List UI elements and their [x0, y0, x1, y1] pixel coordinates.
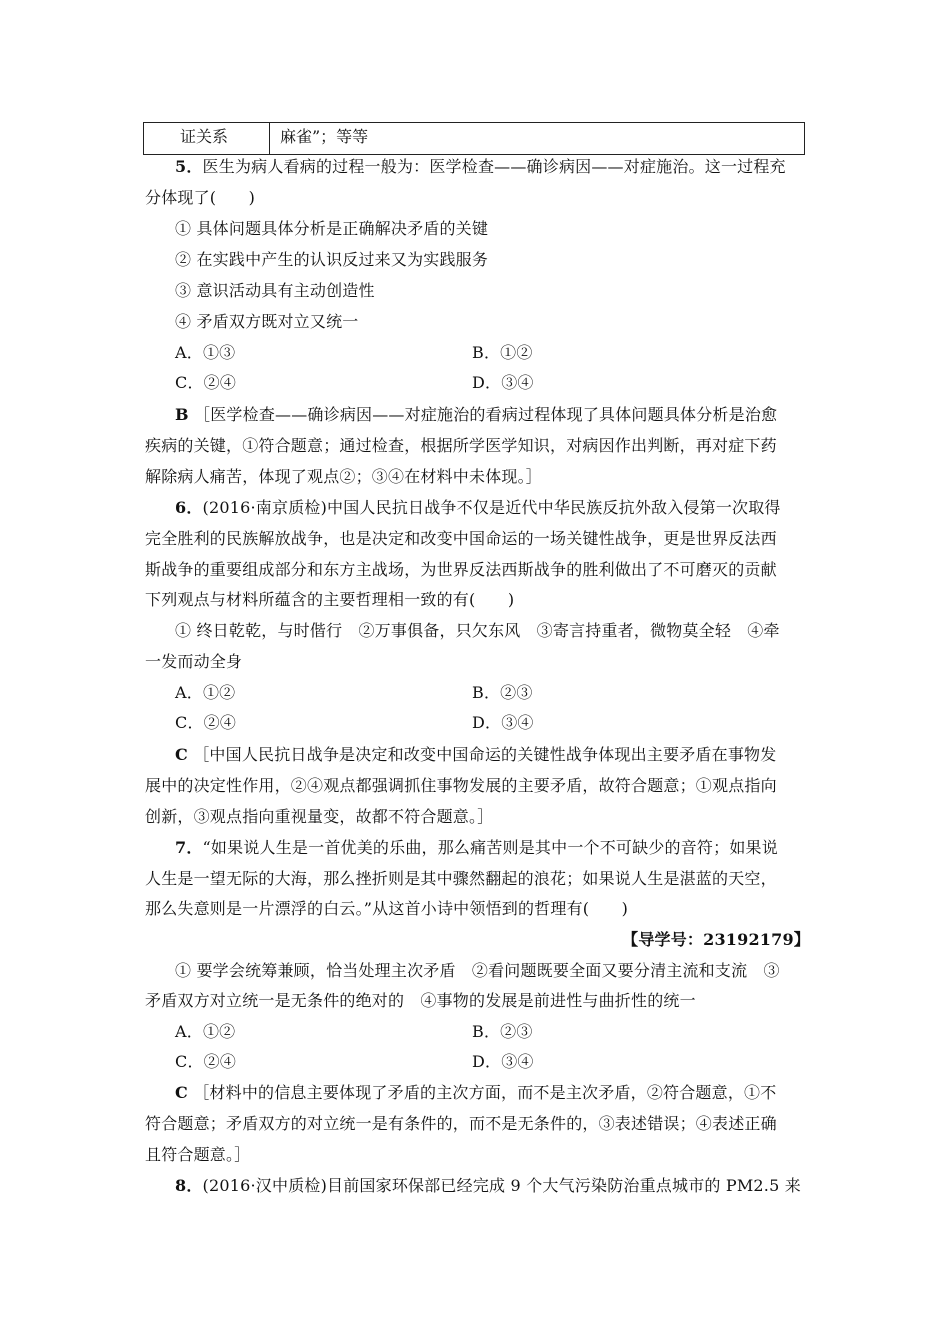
q6-stem-line-2: 完全胜利的民族解放战争，也是决定和改变中国命运的一场关键性战争，更是世界反法西	[145, 529, 777, 548]
q7-number: 7．	[175, 838, 203, 857]
q6-option-a: A．①②	[175, 683, 236, 702]
q6-option-d: D．③④	[472, 713, 534, 732]
q5-option-c: C．②④	[175, 373, 237, 392]
table-cell-left: 证关系	[144, 123, 270, 154]
q5-answer-line-2: 疾病的关键，①符合题意；通过检查，根据所学医学知识，对病因作出判断，再对症下药	[145, 436, 777, 455]
q5-answer-text-1: ［医学检查——确诊病因——对症施治的看病过程体现了具体问题具体分析是治愈	[194, 405, 778, 424]
q6-stem-text-1: (2016·南京质检)中国人民抗日战争不仅是近代中华民族反抗外敌入侵第一次取得	[202, 498, 781, 517]
q5-option-d: D．③④	[472, 373, 534, 392]
q6-items-line-1: ① 终日乾乾，与时偕行 ②万事俱备，只欠东风 ③寄言持重者，微物莫全轻 ④牵	[175, 621, 780, 640]
table-row	[143, 122, 805, 155]
q7-stem-line-2: 人生是一望无际的大海，那么挫折则是其中骤然翻起的浪花；如果说人生是湛蓝的天空，	[145, 869, 777, 888]
q5-answer-line-1	[175, 405, 840, 425]
q6-answer-text-1: ［中国人民抗日战争是决定和改变中国命运的关键性战争体现出主要矛盾在事物发	[193, 745, 777, 764]
q7-option-a: A．①②	[175, 1022, 236, 1041]
q7-stem-text-1: “如果说人生是一首优美的乐曲，那么痛苦则是其中一个不可缺少的音符；如果说	[202, 838, 778, 857]
q5-stem-text-1: 医生为病人看病的过程一般为：医学检查——确诊病因——对症施治。这一过程充	[202, 157, 786, 176]
q5-item-3: ③ 意识活动具有主动创造性	[175, 281, 375, 300]
table-cell-right: 麻雀”；等等	[280, 127, 369, 146]
q5-item-2: ② 在实践中产生的认识反过来又为实践服务	[175, 250, 489, 269]
q5-number: 5．	[175, 157, 203, 176]
q5-option-b: B．①②	[472, 343, 533, 362]
q5-item-4: ④ 矛盾双方既对立又统一	[175, 312, 359, 331]
q6-answer-letter: C	[175, 745, 188, 764]
q7-answer-letter: C	[175, 1083, 188, 1102]
q7-answer-line-3: 且符合题意。］	[145, 1145, 251, 1164]
q6-option-c: C．②④	[175, 713, 237, 732]
q7-stem-line-1	[175, 838, 840, 858]
q7-answer-line-1	[175, 1083, 840, 1103]
q5-stem-line-1	[175, 157, 840, 177]
q5-stem-line-2: 分体现了( )	[145, 188, 256, 207]
q5-option-a: A．①③	[175, 343, 236, 362]
q7-option-c: C．②④	[175, 1052, 237, 1071]
q6-answer-line-1	[175, 745, 840, 765]
q6-answer-line-3: 创新，③观点指向重视量变，故都不符合题意。］	[145, 807, 494, 826]
q5-answer-letter: B	[175, 405, 189, 424]
q8-number: 8．	[175, 1176, 203, 1195]
q6-items-line-2: 一发而动全身	[145, 652, 243, 671]
q6-number: 6．	[175, 498, 203, 517]
q7-stem-line-3: 那么失意则是一片漂浮的白云。”从这首小诗中领悟到的哲理有( )	[145, 899, 629, 918]
q6-stem-line-4: 下列观点与材料所蕴含的主要哲理相一致的有( )	[145, 590, 515, 609]
q7-items-line-1: ① 要学会统筹兼顾，恰当处理主次矛盾 ②看问题既要全面又要分清主流和支流 ③	[175, 961, 780, 980]
q6-option-b: B．②③	[472, 683, 533, 702]
q7-guide-number: 【导学号：23192179】	[622, 930, 810, 949]
q6-stem-line-1	[175, 498, 840, 518]
q5-answer-line-3: 解除病人痛苦，体现了观点②；③④在材料中未体现。］	[145, 467, 543, 486]
q7-answer-text-1: ［材料中的信息主要体现了矛盾的主次方面，而不是主次矛盾，②符合题意，①不	[193, 1083, 777, 1102]
q7-option-b: B．②③	[472, 1022, 533, 1041]
q6-stem-line-3: 斯战争的重要组成部分和东方主战场，为世界反法西斯战争的胜利做出了不可磨灭的贡献	[145, 560, 777, 579]
q7-items-line-2: 矛盾双方对立统一是无条件的绝对的 ④事物的发展是前进性与曲折性的统一	[145, 991, 696, 1010]
q7-option-d: D．③④	[472, 1052, 534, 1071]
q6-answer-line-2: 展中的决定性作用，②④观点都强调抓住事物发展的主要矛盾，故符合题意；①观点指向	[145, 776, 777, 795]
q7-answer-line-2: 符合题意；矛盾双方的对立统一是有条件的，而不是无条件的，③表述错误；④表述正确	[145, 1114, 777, 1133]
q5-item-1: ① 具体问题具体分析是正确解决矛盾的关键	[175, 219, 489, 238]
q8-stem-line-1	[175, 1176, 840, 1196]
q8-stem-text-1: (2016·汉中质检)目前国家环保部已经完成 9 个大气污染防治重点城市的 PM2.5 来	[202, 1176, 801, 1195]
